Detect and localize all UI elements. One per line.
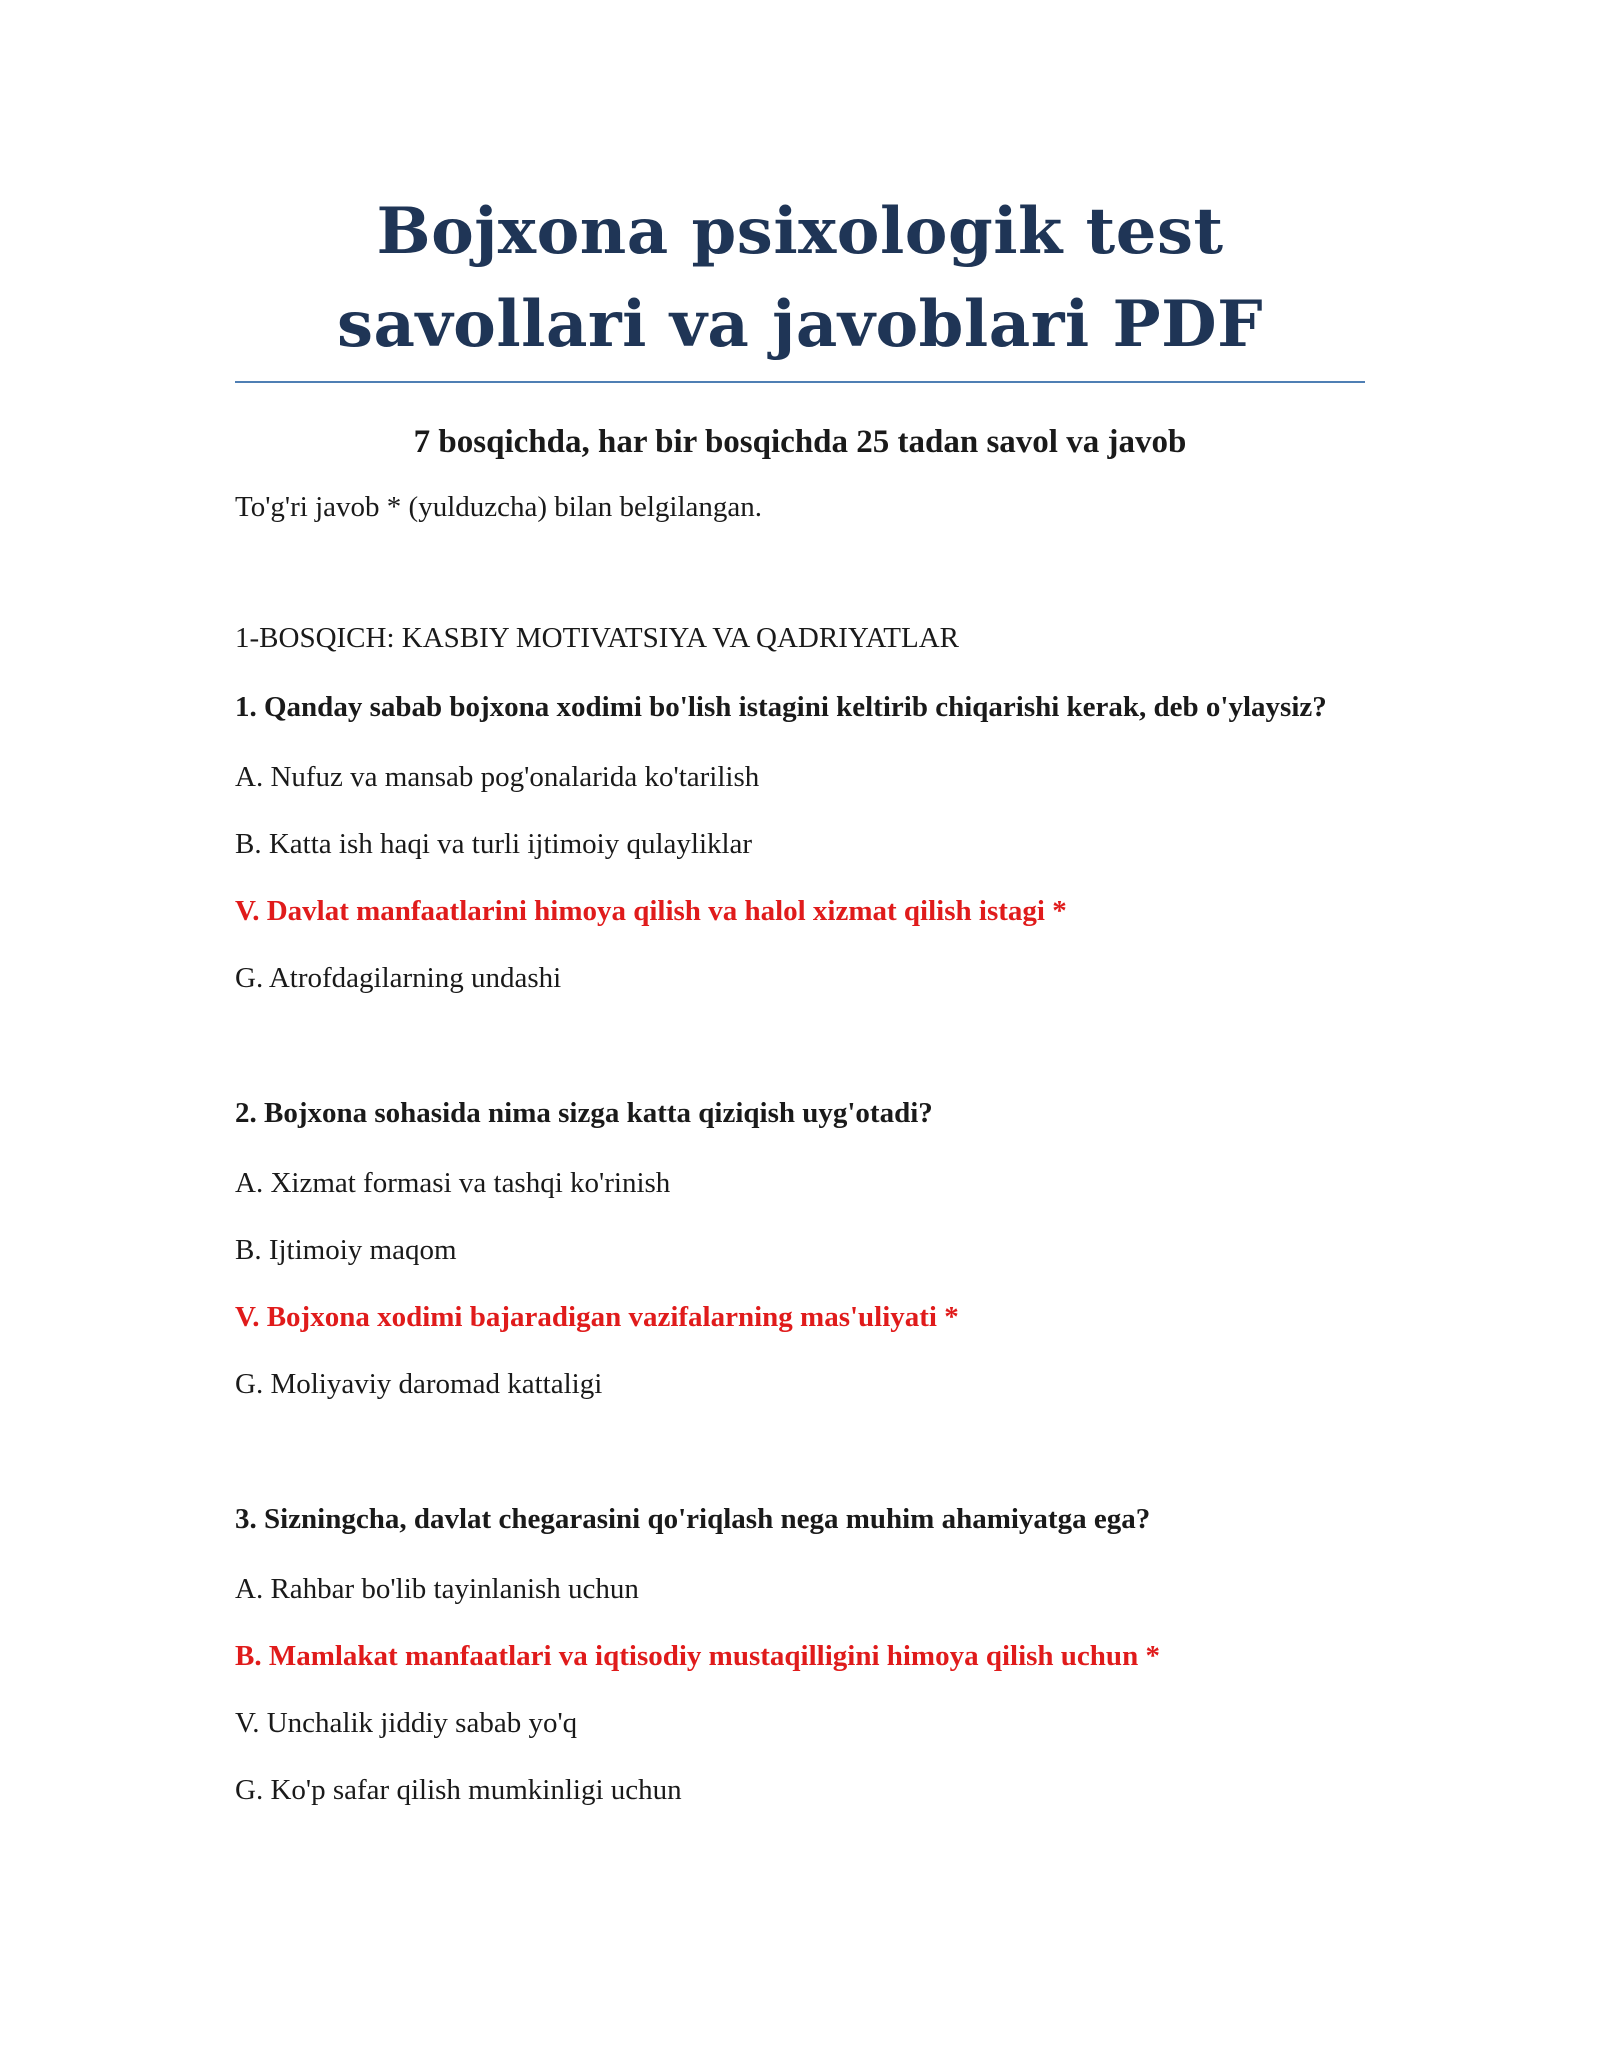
answer-option: B. Ijtimoiy maqom xyxy=(235,1234,457,1266)
title-divider xyxy=(235,381,1365,383)
question-text: 2. Bojxona sohasida nima sizga katta qiziqish uyg'otadi? xyxy=(235,1097,933,1129)
question-block-2 xyxy=(235,1093,1365,1402)
answer-option: G. Atrofdagilarning undashi xyxy=(235,962,562,994)
question-text: 3. Sizningcha, davlat chegarasini qo'riqlash nega muhim ahamiyatga ega? xyxy=(235,1503,1151,1535)
title-line-2: savollari va javoblari PDF xyxy=(336,287,1264,362)
question-block-1 xyxy=(235,687,1365,996)
title-line-1: Bojxona psixologik test xyxy=(376,194,1224,269)
answer-option: V. Unchalik jiddiy sabab yo'q xyxy=(235,1707,578,1739)
answer-option: A. Rahbar bo'lib tayinlanish uchun xyxy=(235,1573,639,1605)
document-subtitle: 7 bosqichda, har bir bosqichda 25 tadan savol va javob xyxy=(413,424,1187,460)
answer-option-correct: B. Mamlakat manfaatlari va iqtisodiy mustaqilligini himoya qilish uchun * xyxy=(235,1640,1160,1672)
answer-option-correct: V. Davlat manfaatlarini himoya qilish va halol xizmat qilish istagi * xyxy=(235,895,1067,927)
answer-option: G. Ko'p safar qilish mumkinligi uchun xyxy=(235,1774,682,1806)
answer-option: A. Nufuz va mansab pog'onalarida ko'tarilish xyxy=(235,761,760,793)
answer-key-note: To'g'ri javob * (yulduzcha) bilan belgilangan. xyxy=(235,491,763,523)
question-text: 1. Qanday sabab bojxona xodimi bo'lish istagini keltirib chiqarishi kerak, deb o'ylaysiz? xyxy=(235,691,1327,723)
answer-option-correct: V. Bojxona xodimi bajaradigan vazifalarning mas'uliyati * xyxy=(235,1301,959,1333)
question-block-3 xyxy=(235,1499,1365,1808)
section-title: 1-BOSQICH: KASBIY MOTIVATSIYA VA QADRIYATLAR xyxy=(235,622,960,654)
answer-option: B. Katta ish haqi va turli ijtimoiy qulayliklar xyxy=(235,828,753,860)
document-title xyxy=(235,0,1365,371)
answer-option: G. Moliyaviy daromad kattaligi xyxy=(235,1368,603,1400)
answer-option: A. Xizmat formasi va tashqi ko'rinish xyxy=(235,1167,671,1199)
document-page xyxy=(235,0,1365,1808)
